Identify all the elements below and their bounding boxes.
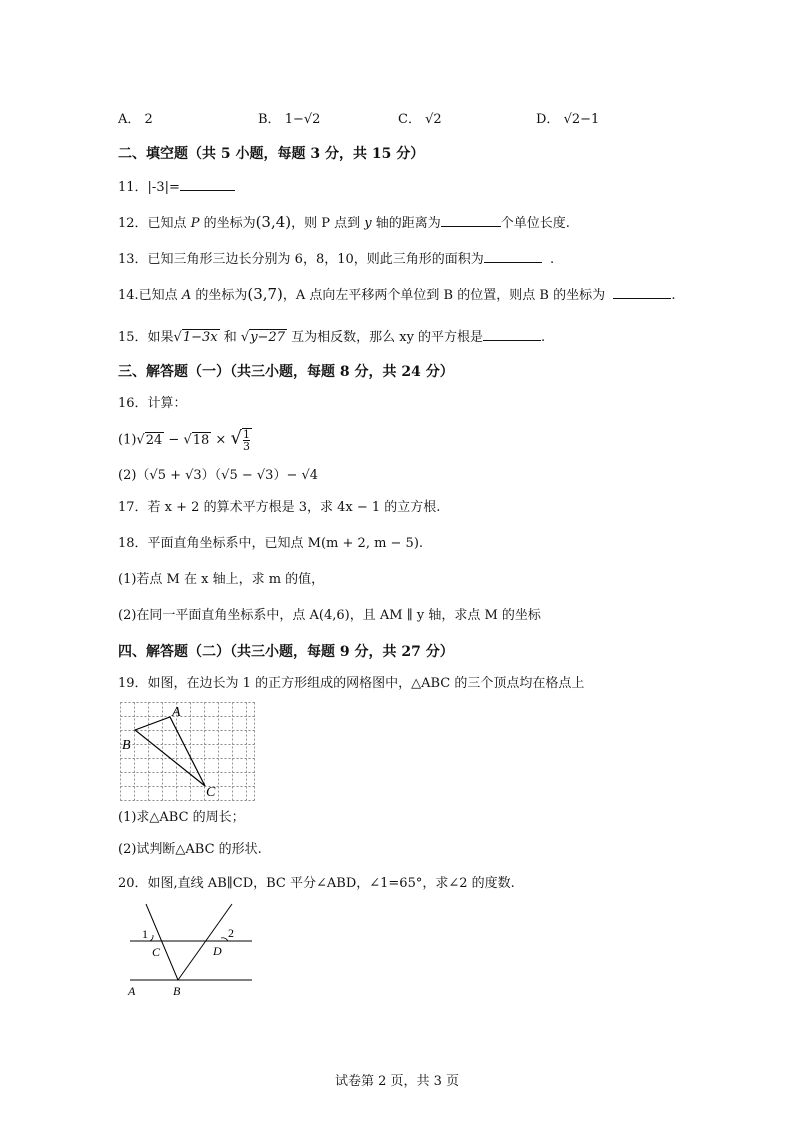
q20-parallel-lines-figure (118, 900, 258, 1000)
q16-p1-fraction (242, 428, 252, 452)
q12-coord: (3,4) (255, 213, 292, 231)
q20-label-d: D (213, 944, 222, 958)
q12-pre: 12．已知点 (118, 216, 191, 231)
section-4-title: 四、解答题（二）（共三小题，每题 9 分，共 27 分） (118, 644, 454, 660)
q13-blank (484, 248, 542, 263)
question-18: 18．平面直角坐标系中，已知点 M(m + 2, m − 5). (118, 536, 424, 551)
q19-vertex-b-label: B (122, 738, 131, 753)
choice-b-label: B． (258, 112, 281, 127)
section-3-title: 三、解答题（一）（共三小题，每题 8 分，共 24 分） (118, 364, 454, 380)
line-bc (146, 904, 178, 980)
choice-c-value: √2 (425, 112, 442, 127)
q16-p1-radicand-b: 18 (192, 432, 210, 448)
triangle-abc (135, 717, 205, 786)
choice-c-label: C． (398, 112, 421, 127)
q14-coord: (3,7) (247, 285, 283, 303)
q20-label-2: 2 (228, 926, 234, 940)
q14-blank (613, 284, 671, 299)
section-2-title: 二、填空题（共 5 小题，每题 3 分，共 15 分） (118, 146, 425, 162)
choice-c (398, 108, 442, 127)
question-11 (118, 176, 235, 198)
q16-title: 16．计算： (118, 396, 187, 411)
q12-var: P (190, 216, 200, 231)
q19-vertex-a-label: A (172, 705, 181, 720)
q20-label-a: A (128, 984, 136, 998)
line-bd (178, 904, 232, 980)
choice-b-value: 1−√2 (284, 112, 321, 127)
question-20: 20．如图,直线 AB∥CD，BC 平分∠ABD，∠1=65°，求∠2 的度数. (118, 876, 515, 891)
question-14 (118, 284, 675, 306)
question-17: 17．若 x + 2 的算术平方根是 3，求 4x − 1 的立方根. (118, 500, 441, 515)
q19-grid-figure (120, 702, 256, 802)
q12-mid: 的坐标为 (199, 216, 256, 231)
q14-tail: . (671, 288, 676, 303)
sqrt-sign: √ (136, 432, 145, 448)
q15-mid: 和 (219, 330, 241, 345)
q12-post: 轴的距离为 (371, 216, 441, 231)
q18-part-2: (2)在同一平面直角坐标系中，点 A(4,6)，且 AM ∥ y 轴，求点 M 的坐标 (118, 608, 541, 623)
choice-a-label: A． (118, 112, 141, 127)
q18-part-1: (1)若点 M 在 x 轴上，求 m 的值， (118, 572, 325, 587)
q11-text: 11．|-3|= (118, 180, 180, 195)
choice-d (536, 108, 599, 127)
sqrt-sign: √ (230, 427, 242, 449)
choice-d-label: D． (536, 112, 560, 127)
q12-mid2: ，则 P 点到 (291, 216, 365, 231)
question-13 (118, 248, 554, 270)
q15-tail: . (541, 330, 546, 345)
choice-a-value: 2 (144, 112, 153, 127)
q16-p1-times: × (211, 432, 231, 448)
q11-blank (180, 176, 235, 191)
q16-p1-minus: − (164, 432, 184, 448)
q15-radicand-1: 1−3x (182, 330, 218, 345)
angle-1-arc (150, 935, 153, 941)
q15-sqrt-sign-1: √ (173, 330, 182, 345)
choice-d-value: √2−1 (563, 112, 600, 127)
page-footer: 试卷第 2 页，共 3 页 (334, 1074, 460, 1089)
choice-b (258, 108, 320, 127)
q14-post: ，A 点向左平移两个单位到 B 的位置，则点 B 的坐标为 (282, 288, 606, 303)
q20-label-1: 1 (142, 927, 148, 941)
question-12 (118, 212, 570, 234)
sqrt-sign: √ (183, 432, 192, 448)
q14-mid: 的坐标为 (191, 288, 248, 303)
q14-pre: 14.已知点 (118, 288, 182, 303)
q16-frac-denominator: 3 (242, 440, 250, 453)
question-15 (118, 326, 545, 348)
q15-post: 互为相反数，那么 xy 的平方根是 (286, 330, 484, 345)
q13-tail: . (550, 252, 555, 267)
q12-blank (441, 212, 501, 227)
q15-pre: 15．如果 (118, 330, 174, 345)
q12-axis: y (364, 216, 372, 231)
q12-tail: 个单位长度. (500, 216, 570, 231)
q15-sqrt-sign-2: √ (240, 330, 250, 345)
question-19: 19．如图，在边长为 1 的正方形组成的网格图中，△ABC 的三个顶点均在格点上 (118, 676, 585, 691)
q16-frac-numerator: 1 (242, 428, 250, 441)
q16-p1-label: (1) (118, 432, 137, 448)
q15-blank (483, 326, 541, 341)
q16-part-2: (2)（√5 + √3）（√5 − √3）− √4 (118, 468, 319, 483)
q14-var: A (181, 288, 192, 303)
q19-part-1: (1)求△ABC 的周长； (118, 810, 245, 825)
q15-radicand-2: y−27 (250, 330, 285, 345)
q20-label-c: C (152, 945, 161, 959)
q13-text: 13．已知三角形三边长分别为 6，8，10，则此三角形的面积为 (118, 252, 484, 267)
q16-part-1 (118, 428, 252, 452)
q19-vertex-c-label: C (206, 785, 216, 800)
choice-a (118, 108, 153, 127)
q19-part-2: (2)试判断△ABC 的形状. (118, 842, 262, 857)
q20-label-b: B (173, 984, 181, 998)
q16-p1-radicand-a: 24 (145, 432, 163, 448)
